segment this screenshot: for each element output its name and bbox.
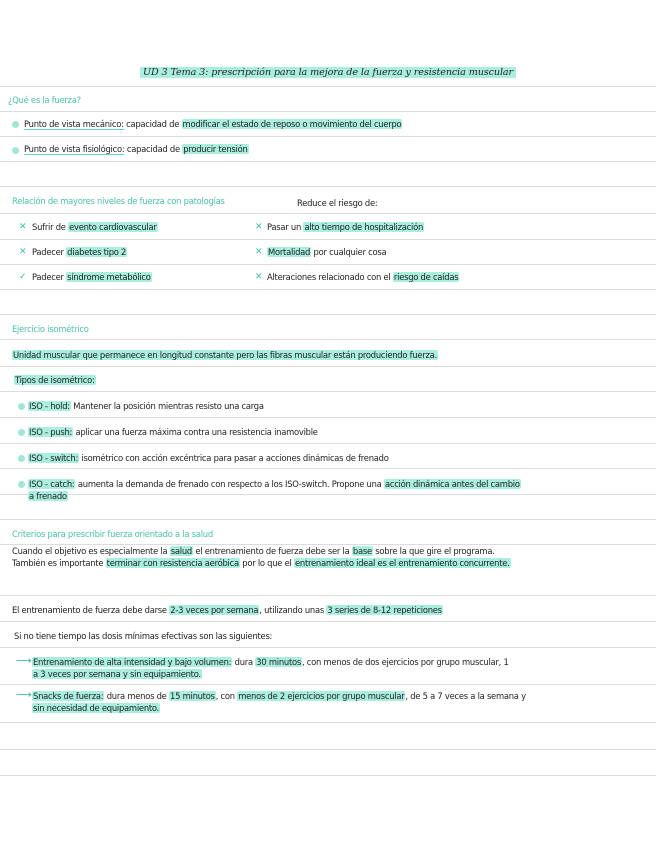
- list-item: Punto de vista fisiológico: capacidad de producir tensión: [24, 144, 248, 154]
- aside-note: Reduce el riesgo de:: [297, 198, 378, 208]
- list-item: ISO - catch: aumenta la demanda de frenado con respecto a los ISO-switch. Propone una acción dinámica antes del cambio: [29, 479, 520, 489]
- section-heading-criterios: Criterios para prescribir fuerza orientado a la salud: [12, 529, 213, 539]
- list-item: Pasar un alto tiempo de hospitalización: [267, 222, 424, 232]
- check-mark-icon: ✕: [255, 272, 263, 282]
- bullet-dot-icon: [18, 403, 25, 410]
- section-heading-fuerza: ¿Qué es la fuerza?: [8, 95, 81, 105]
- definition-text: Unidad muscular que permanece en longitud constante pero las fibras muscular están produciendo fuerza.: [13, 350, 437, 360]
- arrow-right-icon: ⟶: [16, 688, 32, 701]
- bullet-dot-icon: [18, 429, 25, 436]
- check-mark-icon: ✕: [19, 247, 27, 257]
- check-mark-icon: ✕: [255, 247, 263, 257]
- list-item: ISO - push: aplicar una fuerza máxima contra una resistencia inamovible: [29, 427, 318, 437]
- list-item: Padecer síndrome metabólico: [32, 272, 151, 282]
- types-label: Tipos de isométrico:: [15, 375, 95, 385]
- list-item: Sufrir de evento cardiovascular: [32, 222, 157, 232]
- list-item: ISO - hold: Mantener la posición mientras resisto una carga: [29, 401, 264, 411]
- bullet-dot-icon: [12, 147, 19, 154]
- bullet-dot-icon: [18, 481, 25, 488]
- list-item: Entrenamiento de alta intensidad y bajo volumen: dura 30 minutos, con menos de dos ejercicios por grupo muscular, 1: [33, 657, 509, 667]
- list-item: Padecer diabetes tipo 2: [32, 247, 127, 257]
- list-item: Mortalidad por cualquier cosa: [268, 247, 387, 257]
- check-mark-icon: ✕: [19, 222, 27, 232]
- bullet-dot-icon: [18, 455, 25, 462]
- paragraph-line: También es importante terminar con resistencia aeróbica por lo que el entrenamiento ideal es el entrenamiento concurrente.: [12, 558, 510, 568]
- list-item: Alteraciones relacionado con el riesgo de caídas: [267, 272, 459, 282]
- list-item: Punto de vista mecánico: capacidad de modificar el estado de reposo o movimiento del cuerpo: [24, 119, 402, 129]
- list-item-continued: a 3 veces por semana y sin equipamiento.: [33, 669, 201, 679]
- paragraph-line: Cuando el objetivo es especialmente la salud el entrenamiento de fuerza debe ser la base sobre la que gire el programa.: [12, 546, 495, 556]
- section-heading-patologias: Relación de mayores niveles de fuerza con patologías: [12, 196, 225, 206]
- page-title: UD 3 Tema 3: prescripción para la mejora de la fuerza y resistencia muscular: [140, 67, 516, 78]
- paragraph-line: Si no tiene tiempo las dosis mínimas efectivas son las siguientes:: [14, 631, 273, 641]
- paragraph-line: El entrenamiento de fuerza debe darse 2-3 veces por semana, utilizando unas 3 series de 8-12 repeticiones: [12, 605, 442, 615]
- list-item: ISO - switch: isométrico con acción excéntrica para pasar a acciones dinámicas de frenado: [29, 453, 389, 463]
- section-heading-isometrico: Ejercicio isométrico: [12, 324, 89, 334]
- check-mark-icon: ✓: [19, 272, 27, 282]
- check-mark-icon: ✕: [255, 222, 263, 232]
- list-item: Snacks de fuerza: dura menos de 15 minutos, con menos de 2 ejercicios por grupo muscular, de 5 a 7 veces a la semana y: [33, 691, 526, 701]
- arrow-right-icon: ⟶: [16, 654, 32, 667]
- list-item-continued: sin necesidad de equipamiento.: [33, 703, 160, 713]
- page-title-row: [0, 66, 656, 79]
- list-item-continued: a frenado: [29, 491, 67, 501]
- bullet-dot-icon: [12, 121, 19, 128]
